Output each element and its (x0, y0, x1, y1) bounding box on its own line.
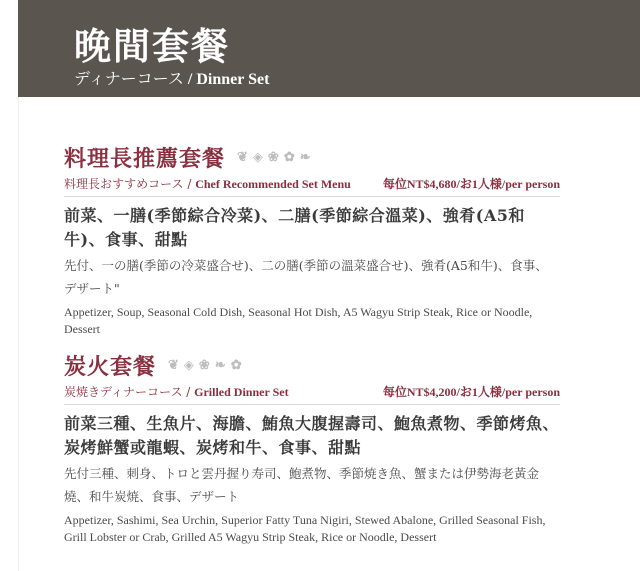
course-items-ja: 先付三種、刺身、トロと雲丹握り寿司、鮑煮物、季節焼き魚、蟹または伊勢海老黃金燒、和牛炭焼、食事、デザート (64, 466, 540, 504)
allergen-icons (237, 150, 312, 165)
course-title-text: 炭火套餐 (64, 353, 157, 380)
page-subtitle-sep: / (183, 71, 197, 88)
course-subtitle (64, 383, 289, 400)
course-items-en: Appetizer, Sashimi, Sea Urchin, Superior Fatty Tuna Nigiri, Stewed Abalone, Grilled Seasonal Fish, Grill Lobster or Crab, Grilled A5 Wagyu Strip Steak, Rice or Noodle, Dessert (64, 513, 546, 544)
meat-icon: ❀ (267, 149, 280, 165)
course-grilled-dinner (64, 350, 560, 546)
course-subtitle-row (64, 172, 560, 197)
page-title: 晚間套餐 (74, 24, 230, 68)
shellfish-icon: ✿ (230, 357, 243, 373)
course-items-zh: 前菜、一膳(季節綜合冷菜)、二膳(季節綜合溫菜)、強肴(A5和牛)、食事、甜點 (64, 206, 525, 249)
leaf-icon: ❦ (237, 149, 249, 165)
course-items-zh: 前菜三種、生魚片、海膽、鮪魚大腹握壽司、鮑魚煮物、季節烤魚、炭烤鮮蟹或龍蝦、炭烤和牛、食事、甜點 (64, 414, 560, 457)
seafood-icon: ◈ (252, 149, 264, 165)
course-subtitle-ja: 炭焼きディナーコース / (64, 385, 195, 399)
shrimp-icon: ❧ (214, 357, 227, 373)
course-chef-recommended (64, 142, 560, 338)
course-subtitle (64, 175, 351, 192)
seafood-icon: ◈ (183, 357, 195, 373)
allergen-icons (168, 358, 243, 373)
course-items-ja: 先付、一の膳(季節の冷菜盛合せ)、二の膳(季節の溫菜盛合せ)、強肴(A5和牛)、食事、デザート" (64, 258, 548, 296)
course-subtitle-en: Grilled Dinner Set (194, 385, 289, 399)
course-subtitle-en: Chef Recommended Set Menu (195, 177, 351, 191)
course-subtitle-ja: 料理長おすすめコース / (64, 177, 196, 191)
menu-header (18, 0, 640, 98)
leaf-icon: ❦ (168, 357, 180, 373)
course-items-en: Appetizer, Soup, Seasonal Cold Dish, Seasonal Hot Dish, A5 Wagyu Strip Steak, Rice or Noodle, Dessert (64, 305, 533, 336)
page-subtitle (74, 66, 269, 89)
course-subtitle-row (64, 380, 560, 405)
page-subtitle-ja: ディナーコース (74, 69, 184, 88)
course-title (64, 142, 560, 172)
course-price: 每位NT$4,200/お1人様/per person (382, 385, 560, 399)
grain-icon: ❧ (299, 149, 312, 165)
course-title (64, 350, 560, 380)
shellfish-icon: ✿ (283, 149, 296, 165)
course-title-text: 料理長推薦套餐 (64, 145, 226, 172)
course-price: 每位NT$4,680/お1人様/per person (382, 177, 560, 191)
page-subtitle-en: Dinner Set (196, 71, 270, 88)
meat-icon: ❀ (198, 357, 211, 373)
